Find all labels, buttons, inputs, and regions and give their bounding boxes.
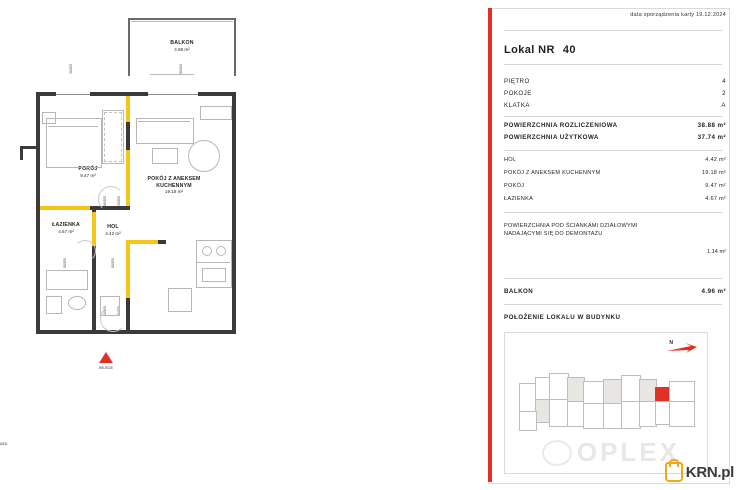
ghost-watermark-ring xyxy=(542,440,572,466)
dim-door-7: 90/205 xyxy=(103,306,107,316)
unit-data-card xyxy=(470,0,740,490)
room-row-pokoj-label: POKÓJ xyxy=(504,183,525,189)
card-accent-bar xyxy=(488,8,492,482)
row-klatka xyxy=(504,102,726,109)
furniture-washbasin xyxy=(68,296,86,310)
room-label-hol: HOL 4.42 m² xyxy=(105,224,121,236)
furniture-wardrobe-doors xyxy=(104,112,122,162)
room-row-hol-value: 4.42 m² xyxy=(705,157,726,163)
furniture-hob-2 xyxy=(216,246,226,256)
row-rozliczeniowa-label: POWIERZCHNIA ROZLICZENIOWA xyxy=(504,122,618,129)
window-frame-top-right xyxy=(148,94,198,95)
room-row-pokoj xyxy=(504,183,726,189)
room-label-lazienka: ŁAZIENKA 4.67 m² xyxy=(52,222,80,234)
furniture-dining-table xyxy=(188,140,220,172)
building-unit xyxy=(549,399,569,427)
building-unit xyxy=(549,373,569,401)
partition-note-value: 1.14 m² xyxy=(707,249,726,255)
room-label-pokoj: POKÓJ 9.47 m² xyxy=(78,166,98,178)
building-unit xyxy=(621,375,641,403)
furniture-bathtub xyxy=(46,270,88,290)
divider-above-note xyxy=(504,212,722,213)
dim-door-2: 80/205 xyxy=(179,64,183,74)
window-frame-top-left xyxy=(56,94,90,95)
unit-title xyxy=(504,44,576,56)
partition-yellow-mid xyxy=(126,150,130,206)
divider-above-areas xyxy=(504,116,722,117)
furniture-fridge xyxy=(168,288,192,312)
dim-door-5: 80/205 xyxy=(63,258,67,268)
divider-above-balkon xyxy=(504,278,722,279)
partition-note-text: POWIERZCHNIA POD ŚCIANKAMI DZIAŁOWYMI NADAJĄCYMI SIĘ DO DEMONTAŻU xyxy=(504,223,638,238)
dim-door-1: 90/205 xyxy=(69,64,73,74)
room-row-lazienka-value: 4.67 m² xyxy=(705,196,726,202)
row-pietro-value: 4 xyxy=(722,78,726,85)
furniture-wc xyxy=(46,296,62,314)
furniture-kitchen-split xyxy=(196,262,230,263)
row-balkon-label: BALKON xyxy=(504,288,534,295)
furniture-sofa xyxy=(136,118,194,144)
furniture-sofa-back xyxy=(138,121,190,122)
unit-number: 40 xyxy=(562,44,576,56)
building-unit xyxy=(669,381,695,403)
door-arc-lazienka xyxy=(74,240,96,262)
partition-yellow-bath xyxy=(92,212,96,246)
dim-door-8: 80/205 xyxy=(117,306,121,316)
room-label-balkon: BALKON 4.96 m² xyxy=(170,40,194,52)
furniture-bed-pillow xyxy=(48,126,98,127)
furniture-sink xyxy=(202,268,226,282)
furniture-tv-unit xyxy=(200,106,232,120)
card-date: data sporządzenia karty 19.12.2024 xyxy=(630,12,726,18)
house-icon xyxy=(665,462,683,482)
balcony-wall-top xyxy=(128,18,236,20)
row-klatka-value: A xyxy=(721,102,726,109)
room-row-aneks-value: 19.18 m² xyxy=(701,170,726,176)
ghost-watermark-text: OPLEX xyxy=(576,437,680,467)
row-uzytkowa-label: POWIERZCHNIA UŻYTKOWA xyxy=(504,134,599,141)
unit-title-text: Lokal NR xyxy=(504,44,555,56)
row-pokoje-value: 2 xyxy=(722,90,726,97)
divider-above-rooms xyxy=(504,150,722,151)
row-uzytkowa-value: 37.74 m² xyxy=(697,134,726,141)
outer-wall-left-jog-v xyxy=(20,146,23,160)
building-unit xyxy=(603,379,623,405)
partition-yellow-left xyxy=(40,206,90,210)
north-arrow-icon xyxy=(667,343,697,357)
door-arc-entrance xyxy=(100,306,126,332)
dim-door-6: 80/205 xyxy=(111,258,115,268)
entrance-marker-icon xyxy=(99,352,113,363)
row-balkon-value: 4.96 m² xyxy=(701,288,726,295)
divider-under-title xyxy=(504,64,722,65)
row-rozliczeniowa-value: 38.88 m² xyxy=(697,122,726,129)
plan-side-note: azu xyxy=(0,441,8,446)
balcony-door-line xyxy=(150,74,194,75)
dim-door-4: 90/205 xyxy=(117,196,121,206)
room-row-lazienka xyxy=(504,196,726,202)
balcony-railing xyxy=(131,21,233,22)
building-grid xyxy=(519,373,693,441)
furniture-nightstand-left xyxy=(42,112,56,124)
room-row-lazienka-label: ŁAZIENKA xyxy=(504,196,534,202)
divider-above-location xyxy=(504,304,722,305)
furniture-hob-1 xyxy=(202,246,212,256)
row-pokoje xyxy=(504,90,726,97)
room-label-pokoj-aneks: POKÓJ Z ANEKSEM KUCHENNYM 19.18 m² xyxy=(147,176,201,194)
row-powierzchnia-uzytkowa xyxy=(504,134,726,141)
partition-yellow-top xyxy=(126,96,130,122)
room-row-aneks-label: POKÓJ Z ANEKSEM KUCHENNYM xyxy=(504,170,601,176)
room-row-pokoj-value: 9.47 m² xyxy=(705,183,726,189)
balcony-wall-right xyxy=(234,18,236,76)
row-balkon xyxy=(504,288,726,295)
north-label: N xyxy=(669,340,673,346)
building-unit xyxy=(621,401,641,429)
entrance-label: WEJŚCIE xyxy=(98,366,114,370)
outer-wall-left xyxy=(36,92,40,334)
partition-yellow-hol-v xyxy=(126,240,130,298)
location-section-title: POŁOŻENIE LOKALU W BUDYNKU xyxy=(504,314,621,321)
furniture-coffee-table xyxy=(152,148,178,164)
row-pietro-label: PIĘTRO xyxy=(504,78,530,85)
room-row-hol-label: HOL xyxy=(504,157,517,163)
brand-watermark-text: KRN.pl xyxy=(685,463,734,481)
building-unit xyxy=(583,403,605,429)
dim-door-3: 80/205 xyxy=(103,196,107,206)
building-unit xyxy=(669,401,695,427)
partition-yellow-hol-h xyxy=(126,240,158,244)
row-pietro xyxy=(504,78,726,85)
building-unit xyxy=(519,411,537,431)
row-klatka-label: KLATKA xyxy=(504,102,530,109)
row-powierzchnia-rozliczeniowa xyxy=(504,122,726,129)
balcony-wall-left xyxy=(128,18,130,76)
room-row-aneks xyxy=(504,170,726,176)
building-unit xyxy=(583,381,605,405)
door-arc-pokoj xyxy=(98,186,124,212)
brand-watermark xyxy=(665,462,734,482)
outer-wall-right xyxy=(232,92,236,334)
room-row-hol xyxy=(504,157,726,163)
divider-under-date xyxy=(504,30,722,31)
outer-wall-bottom xyxy=(36,330,236,334)
building-unit xyxy=(603,403,623,429)
row-pokoje-label: POKOJE xyxy=(504,90,532,97)
